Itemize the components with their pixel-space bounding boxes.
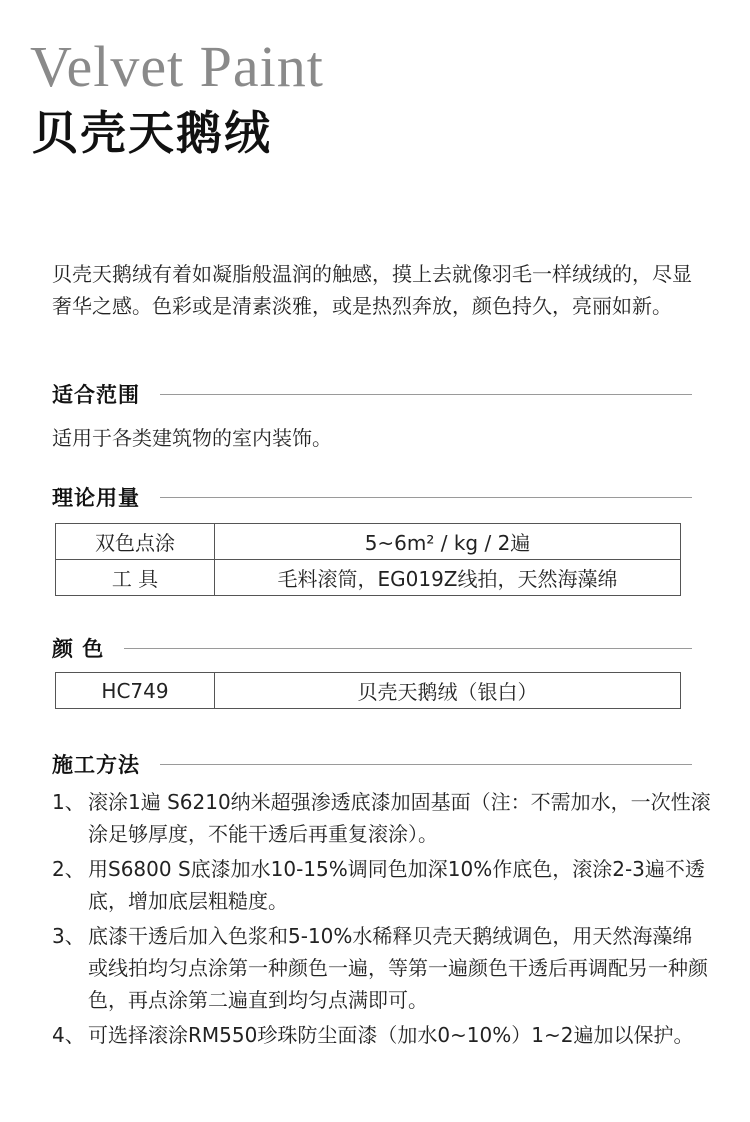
table-row	[56, 524, 681, 560]
section-usage-header	[52, 483, 692, 511]
section-color-header	[52, 634, 692, 662]
list-item	[52, 853, 712, 917]
scope-text: 适用于各类建筑物的室内装饰。	[52, 426, 332, 450]
usage-value: 毛料滚筒，EG019Z线拍，天然海藻绵	[215, 560, 681, 596]
step-text: 滚涂1遍 S6210纳米超强渗透底漆加固基面（注：不需加水，一次性滚涂足够厚度，不能干透后再重复滚涂）。	[88, 790, 711, 846]
color-code: HC749	[56, 673, 215, 709]
section-method-header	[52, 750, 692, 778]
list-item	[52, 1019, 712, 1051]
section-divider	[160, 764, 692, 765]
section-usage-title: 理论用量	[52, 486, 140, 510]
section-divider	[124, 648, 692, 649]
section-scope-title: 适合范围	[52, 383, 140, 407]
color-name: 贝壳天鹅绒（银白）	[215, 673, 681, 709]
step-number: 2、	[52, 857, 85, 881]
intro-paragraph: 贝壳天鹅绒有着如凝脂般温润的触感，摸上去就像羽毛一样绒绒的，尽显奢华之感。色彩或是清素淡雅，或是热烈奔放，颜色持久，亮丽如新。	[52, 262, 692, 318]
table-row	[56, 673, 681, 709]
section-divider	[160, 394, 692, 395]
method-steps	[52, 786, 712, 1054]
step-number: 1、	[52, 790, 85, 814]
step-text: 用S6800 S底漆加水10-15%调同色加深10%作底色，滚涂2-3遍不透底，增加底层粗糙度。	[88, 857, 705, 913]
english-title: Velvet Paint	[30, 34, 324, 99]
usage-key: 工 具	[56, 560, 215, 596]
list-item	[52, 786, 712, 850]
step-text: 可选择滚涂RM550珍珠防尘面漆（加水0~10%）1~2遍加以保护。	[88, 1023, 694, 1047]
section-color-title: 颜 色	[52, 637, 105, 661]
usage-table	[55, 523, 681, 596]
usage-key: 双色点涂	[56, 524, 215, 560]
section-method-title: 施工方法	[52, 753, 140, 777]
step-text: 底漆干透后加入色浆和5-10%水稀释贝壳天鹅绒调色，用天然海藻绵或线拍均匀点涂第一种颜色一遍，等第一遍颜色干透后再调配另一种颜色，再点涂第二遍直到均匀点满即可。	[88, 924, 708, 1012]
usage-value: 5~6m² / kg / 2遍	[215, 524, 681, 560]
step-number: 4、	[52, 1023, 85, 1047]
section-divider	[160, 497, 692, 498]
section-scope-header	[52, 380, 692, 408]
product-title: 贝壳天鹅绒	[32, 106, 272, 160]
table-row	[56, 560, 681, 596]
color-table	[55, 672, 681, 709]
step-number: 3、	[52, 924, 85, 948]
list-item	[52, 920, 712, 1016]
